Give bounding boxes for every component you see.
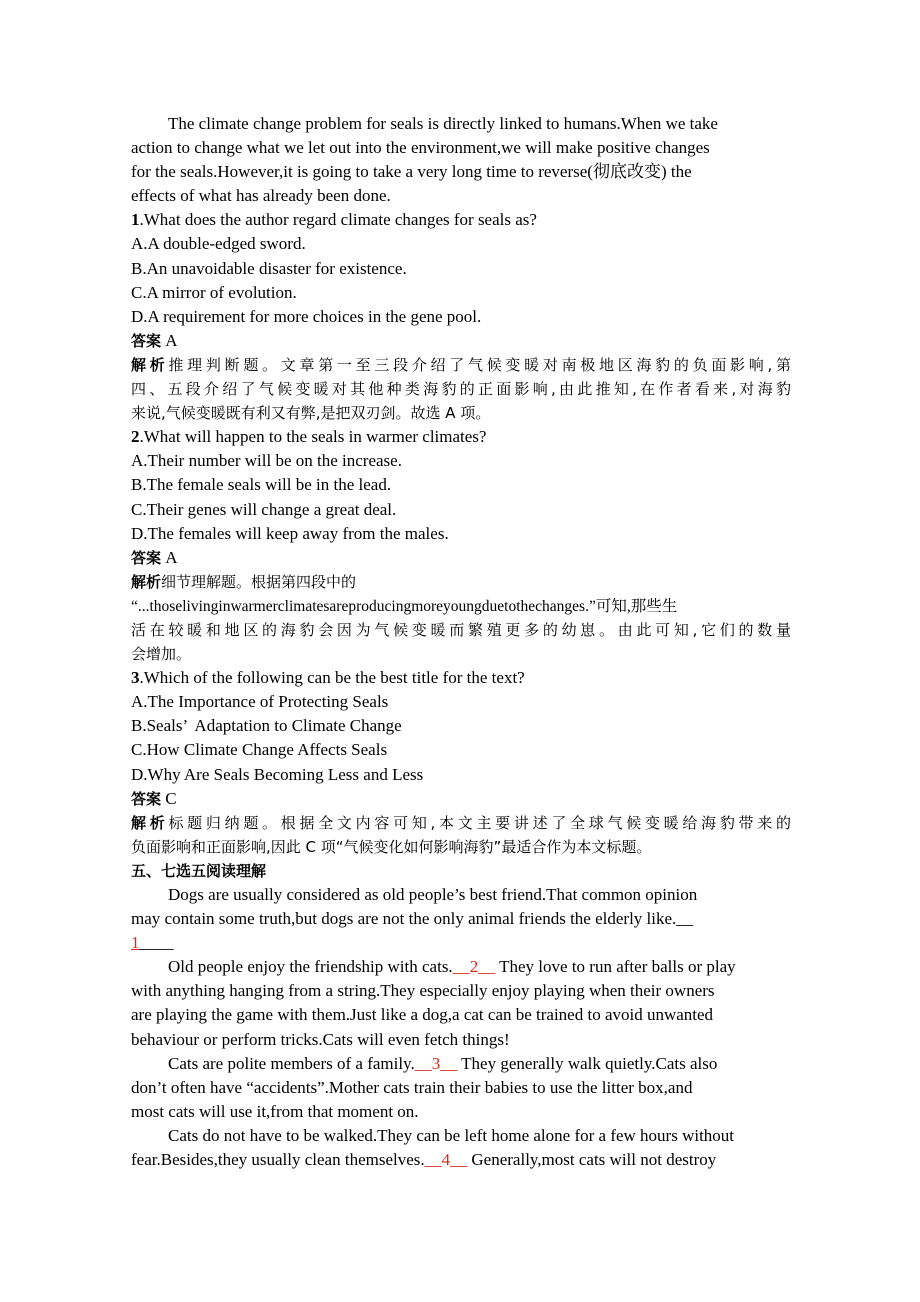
question-1-analysis: 四、五段介绍了气候变暖对其他种类海豹的正面影响,由此推知,在作者看来,对海豹 bbox=[131, 380, 791, 399]
blank-1: 1____ bbox=[131, 933, 174, 953]
question-1-option-b: B.An unavoidable disaster for existence. bbox=[131, 258, 407, 278]
passage-line: don’t often have “accidents”.Mother cats train their babies to use the litter box,and bbox=[131, 1077, 693, 1097]
question-3-option-c: C.How Climate Change Affects Seals bbox=[131, 740, 388, 760]
passage-line: effects of what has already been done. bbox=[131, 186, 391, 206]
question-3-analysis: 解析标题归纳题。根据全文内容可知,本文主要讲述了全球气候变暖给海豹带来的 bbox=[131, 813, 791, 832]
passage-line: The climate change problem for seals is directly linked to humans.When we take bbox=[168, 114, 718, 133]
question-2-stem: 2.What will happen to the seals in warmer climates? bbox=[131, 427, 487, 447]
question-2-option-c: C.Their genes will change a great deal. bbox=[131, 499, 397, 519]
passage-line: are playing the game with them.Just like a dog,a cat can be trained to avoid unwanted bbox=[131, 1005, 714, 1025]
question-2-analysis: 活在较暖和地区的海豹会因为气候变暖而繁殖更多的幼崽。由此可知,它们的数量 bbox=[131, 620, 791, 639]
document-content bbox=[131, 112, 791, 1172]
blank-4: __4__ bbox=[424, 1150, 468, 1170]
question-2-analysis: “...thoselivinginwarmerclimatesareproducingmoreyoungduetothechanges.”可知,那些生 bbox=[131, 597, 678, 615]
question-3-analysis: 负面影响和正面影响,因此 C 项“气候变化如何影响海豹”最适合作为本文标题。 bbox=[131, 837, 652, 856]
question-3-option-a: A.The Importance of Protecting Seals bbox=[131, 692, 389, 712]
question-1-analysis: 来说,气候变暖既有利又有弊,是把双刃剑。故选 A 项。 bbox=[131, 404, 491, 423]
question-2-option-a: A.Their number will be on the increase. bbox=[131, 451, 402, 471]
passage-line: Dogs are usually considered as old people’s best friend.That common opinion bbox=[168, 885, 698, 904]
section-heading: 五、七选五阅读理解 bbox=[131, 861, 267, 880]
question-1-option-d: D.A requirement for more choices in the gene pool. bbox=[131, 306, 482, 326]
question-1-option-a: A.A double-edged sword. bbox=[131, 234, 306, 254]
question-1-answer: 答案 A bbox=[131, 330, 178, 350]
passage-line: Old people enjoy the friendship with cats.__2__ They love to run after balls or play bbox=[168, 957, 736, 977]
question-3-answer: 答案 C bbox=[131, 788, 177, 808]
question-1-option-c: C.A mirror of evolution. bbox=[131, 282, 297, 302]
question-3-option-d: D.Why Are Seals Becoming Less and Less bbox=[131, 764, 424, 784]
passage-line: most cats will use it,from that moment on. bbox=[131, 1101, 419, 1121]
question-1-analysis: 解析推理判断题。文章第一至三段介绍了气候变暖对南极地区海豹的负面影响,第 bbox=[131, 355, 791, 374]
question-1-stem: 1.What does the author regard climate changes for seals as? bbox=[131, 210, 537, 230]
passage-line: action to change what we let out into the environment,we will make positive changes bbox=[131, 138, 710, 158]
question-2-analysis: 会增加。 bbox=[131, 645, 192, 664]
blank-2: __2__ bbox=[452, 957, 496, 977]
question-2-answer: 答案 A bbox=[131, 547, 178, 567]
passage-line: Cats do not have to be walked.They can be left home alone for a few hours without bbox=[168, 1125, 735, 1145]
question-3-stem: 3.Which of the following can be the best title for the text? bbox=[131, 668, 525, 688]
passage-line: Cats are polite members of a family.__3__ They generally walk quietly.Cats also bbox=[168, 1053, 718, 1073]
question-3-option-b: B.Seals’ Adaptation to Climate Change bbox=[131, 716, 402, 736]
question-2-analysis: 解析细节理解题。根据第四段中的 bbox=[131, 572, 357, 591]
blank-3: __3__ bbox=[414, 1053, 458, 1073]
question-2-option-d: D.The females will keep away from the males. bbox=[131, 523, 449, 543]
passage-line: behaviour or perform tricks.Cats will even fetch things! bbox=[131, 1029, 510, 1049]
passage-line: may contain some truth,but dogs are not the only animal friends the elderly like.__ bbox=[131, 909, 694, 929]
passage-line: for the seals.However,it is going to take a very long time to reverse(彻底改变) the bbox=[131, 162, 692, 182]
passage-line: fear.Besides,they usually clean themselves.__4__ Generally,most cats will not destroy bbox=[131, 1150, 717, 1170]
passage-line: with anything hanging from a string.They especially enjoy playing when their owners bbox=[131, 981, 715, 1001]
question-2-option-b: B.The female seals will be in the lead. bbox=[131, 475, 392, 495]
